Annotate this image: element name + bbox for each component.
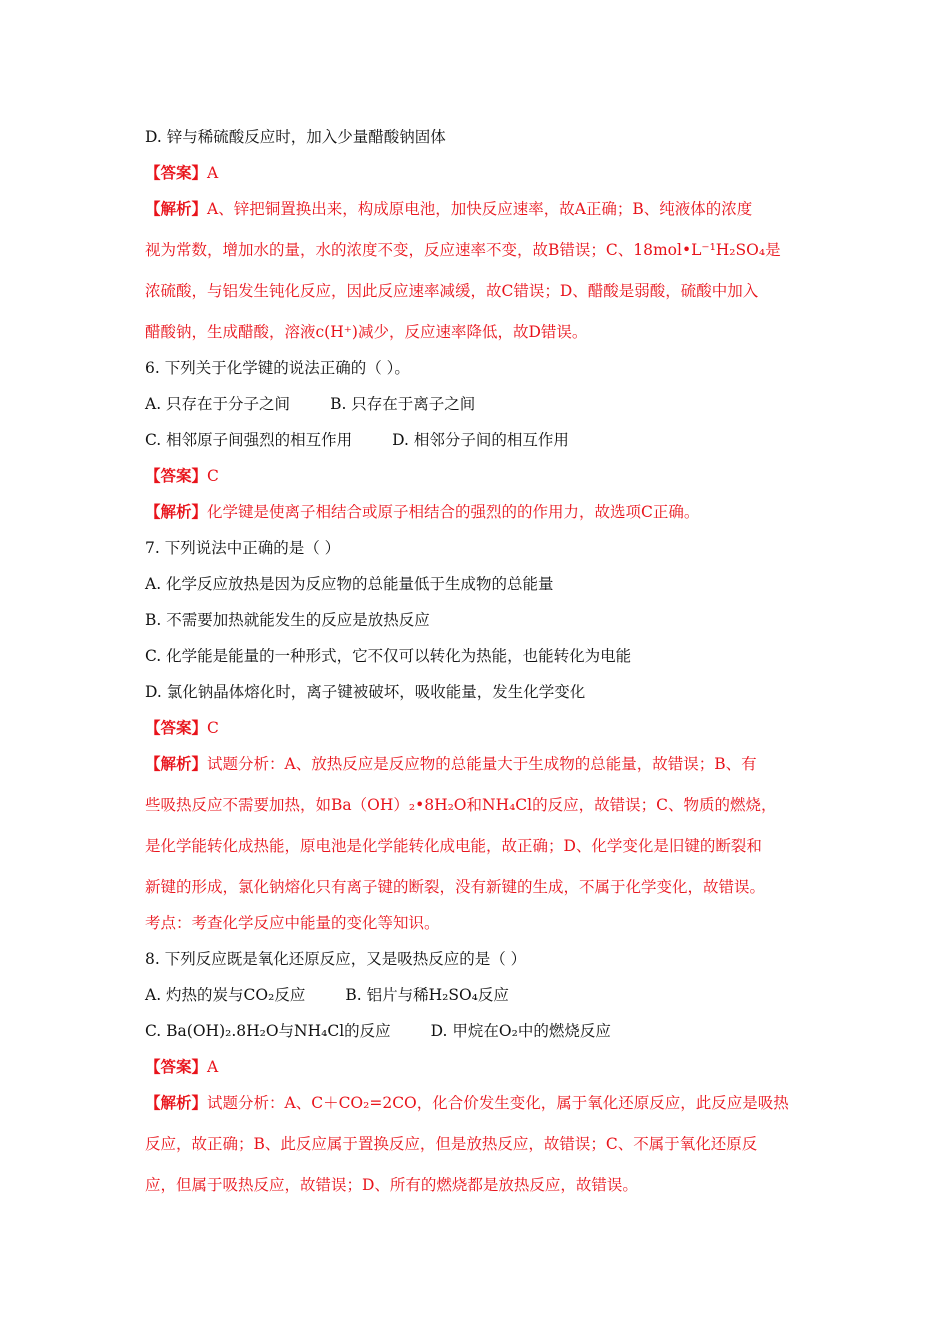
q8-stem: 8. 下列反应既是氧化还原反应，又是吸热反应的是（ ） [145,950,527,968]
analysis-tag: 【解析】 [145,754,208,773]
q5-analysis-line-3: 浓硫酸，与铝发生钝化反应，因此反应速率减缓，故C错误；D、醋酸是弱酸，硫酸中加入 [145,282,759,300]
q8-answer [145,1056,815,1078]
q6-option-c: C. 相邻原子间强烈的相互作用 [145,431,353,449]
q8-analysis-line-3: 应，但属于吸热反应，故错误；D、所有的燃烧都是放热反应，故错误。 [145,1176,638,1194]
q8-option-c: C. Ba(OH)₂.8H₂O与NH₄Cl的反应 [145,1022,391,1040]
analysis-text: 化学键是使离子相结合或原子相结合的强烈的的作用力，故选项C正确。 [207,503,700,521]
q5-answer [145,162,815,184]
q8-analysis-line-1 [145,1092,815,1114]
answer-tag: 【答案】 [145,718,208,737]
answer-value: A [207,164,219,182]
q6-option-b: B. 只存在于离子之间 [330,395,476,413]
q6-options-ab [145,393,815,415]
q7-analysis-line-4: 新键的形成，氯化钠熔化只有离子键的断裂，没有新键的生成，不属于化学变化，故错误。 [145,878,766,896]
q7-stem: 7. 下列说法中正确的是（ ） [145,539,341,557]
q7-option-a: A. 化学反应放热是因为反应物的总能量低于生成物的总能量 [145,575,554,593]
answer-value: A [207,1058,219,1076]
q6-option-d: D. 相邻分子间的相互作用 [392,431,569,449]
analysis-tag: 【解析】 [145,199,208,218]
q7-option-d: D. 氯化钠晶体熔化时，离子键被破坏，吸收能量，发生化学变化 [145,683,586,701]
q7-option-c: C. 化学能是能量的一种形式，它不仅可以转化为热能，也能转化为电能 [145,647,632,665]
q6-option-a: A. 只存在于分子之间 [145,395,291,413]
q6-answer [145,465,815,487]
q5-option-d: D. 锌与稀硫酸反应时，加入少量醋酸钠固体 [145,128,446,146]
q5-analysis-line-4: 醋酸钠，生成醋酸，溶液c(H⁺)减少，反应速率降低，故D错误。 [145,323,588,341]
q7-analysis-line-1 [145,753,815,775]
q7-answer [145,717,815,739]
answer-value: C [207,719,219,737]
q8-options-ab [145,984,815,1006]
q8-analysis-line-2: 反应，故正确；B、此反应属于置换反应，但是放热反应，故错误；C、不属于氧化还原反 [145,1135,758,1153]
q6-options-cd [145,429,815,451]
q6-stem: 6. 下列关于化学键的说法正确的（ ）。 [145,359,410,377]
analysis-text: A、锌把铜置换出来，构成原电池，加快反应速率，故A正确；B、纯液体的浓度 [207,200,753,218]
q7-analysis-line-5: 考点：考查化学反应中能量的变化等知识。 [145,914,440,932]
q6-analysis-line-1 [145,501,815,523]
analysis-tag: 【解析】 [145,502,208,521]
q8-option-d: D. 甲烷在O₂中的燃烧反应 [430,1022,611,1040]
q7-option-b: B. 不需要加热就能发生的反应是放热反应 [145,611,430,629]
analysis-tag: 【解析】 [145,1093,208,1112]
answer-tag: 【答案】 [145,163,208,182]
q7-analysis-line-3: 是化学能转化成热能，原电池是化学能转化成电能，故正确；D、化学变化是旧键的断裂和 [145,837,762,855]
q5-analysis-line-1 [145,198,815,220]
q5-analysis-line-2: 视为常数，增加水的量，水的浓度不变，反应速率不变，故B错误；C、18mol•L⁻¹H₂SO₄是 [145,241,781,259]
answer-value: C [207,467,219,485]
q7-analysis-line-2: 些吸热反应不需要加热，如Ba（OH）₂•8H₂O和NH₄Cl的反应，故错误；C、物质的燃烧， [145,796,777,814]
analysis-text: 试题分析：A、C＋CO₂=2CO，化合价发生变化，属于氧化还原反应，此反应是吸热 [207,1094,789,1112]
q8-options-cd [145,1020,815,1042]
analysis-text: 试题分析：A、放热反应是反应物的总能量大于生成物的总能量，故错误；B、有 [207,755,757,773]
answer-tag: 【答案】 [145,466,208,485]
q8-option-a: A. 灼热的炭与CO₂反应 [145,986,306,1004]
q8-option-b: B. 铝片与稀H₂SO₄反应 [345,986,509,1004]
answer-tag: 【答案】 [145,1057,208,1076]
